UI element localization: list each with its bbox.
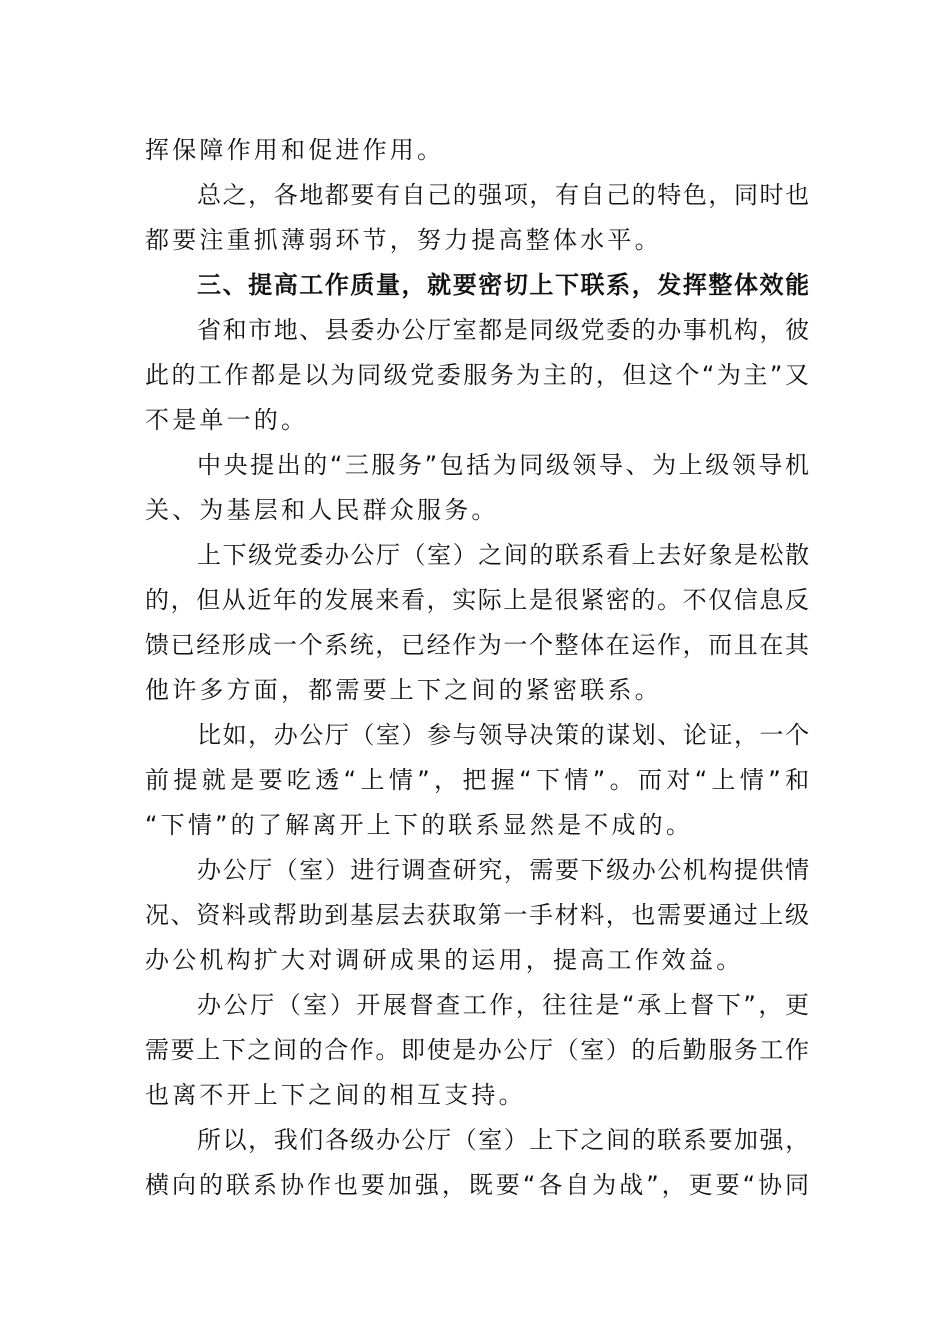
text-line: 此的工作都是以为同级党委服务为主的，但这个“为主”又 xyxy=(145,361,812,389)
paragraph xyxy=(145,173,809,263)
text-line: 关、为基层和人民群众服务。 xyxy=(145,496,499,524)
text-line: 横向的联系协作也要加强，既要“各自为战”，更要“协同 xyxy=(145,1171,813,1199)
paragraph xyxy=(145,848,809,983)
text-line: 挥保障作用和促进作用。 xyxy=(145,136,445,164)
heading-line: 三、提高工作质量，就要密切上下联系，发挥整体效能 xyxy=(197,271,811,299)
text-line: 总之，各地都要有自己的强项，有自己的特色，同时也 xyxy=(197,181,811,209)
text-line: 办公机构扩大对调研成果的运用，提高工作效益。 xyxy=(145,946,744,974)
text-line: 上下级党委办公厅（室）之间的联系看上去好象是松散 xyxy=(197,541,811,569)
text-line: 不是单一的。 xyxy=(145,406,309,434)
text-line: 所以，我们各级办公厅（室）上下之间的联系要加强， xyxy=(197,1126,811,1154)
text-line: “下情”的了解离开上下的联系显然是不成的。 xyxy=(145,811,694,839)
paragraph xyxy=(145,983,812,1118)
text-line: 办公厅（室）开展督查工作，往往是“承上督下”，更 xyxy=(197,991,812,1019)
paragraph xyxy=(145,533,809,713)
paragraph xyxy=(145,443,812,533)
text-line: 省和市地、县委办公厅室都是同级党委的办事机构，彼 xyxy=(197,316,811,344)
text-line: 前提就是要吃透“上情”，把握“下情”。而对“上情”和 xyxy=(145,766,814,794)
text-line: 都要注重抓薄弱环节，努力提高整体水平。 xyxy=(145,226,662,254)
paragraph xyxy=(145,128,809,173)
text-line: 的，但从近年的发展来看，实际上是很紧密的。不仅信息反 xyxy=(145,586,811,614)
paragraph xyxy=(145,1118,813,1208)
document-page xyxy=(145,128,814,1208)
document-body xyxy=(145,128,814,1208)
paragraph xyxy=(145,308,812,443)
text-line: 比如，办公厅（室）参与领导决策的谋划、论证，一个 xyxy=(197,721,811,749)
text-line: 中央提出的“三服务”包括为同级领导、为上级领导机 xyxy=(197,451,812,479)
section-heading xyxy=(145,263,809,308)
text-line: 办公厅（室）进行调查研究，需要下级办公机构提供情 xyxy=(197,856,811,884)
text-line: 需要上下之间的合作。即使是办公厅（室）的后勤服务工作 xyxy=(145,1036,811,1064)
text-line: 也离不开上下之间的相互支持。 xyxy=(145,1081,526,1109)
paragraph xyxy=(145,713,814,848)
text-line: 况、资料或帮助到基层去获取第一手材料，也需要通过上级 xyxy=(145,901,811,929)
text-line: 馈已经形成一个系统，已经作为一个整体在运作，而且在其 xyxy=(145,631,811,659)
text-line: 他许多方面，都需要上下之间的紧密联系。 xyxy=(145,676,662,704)
